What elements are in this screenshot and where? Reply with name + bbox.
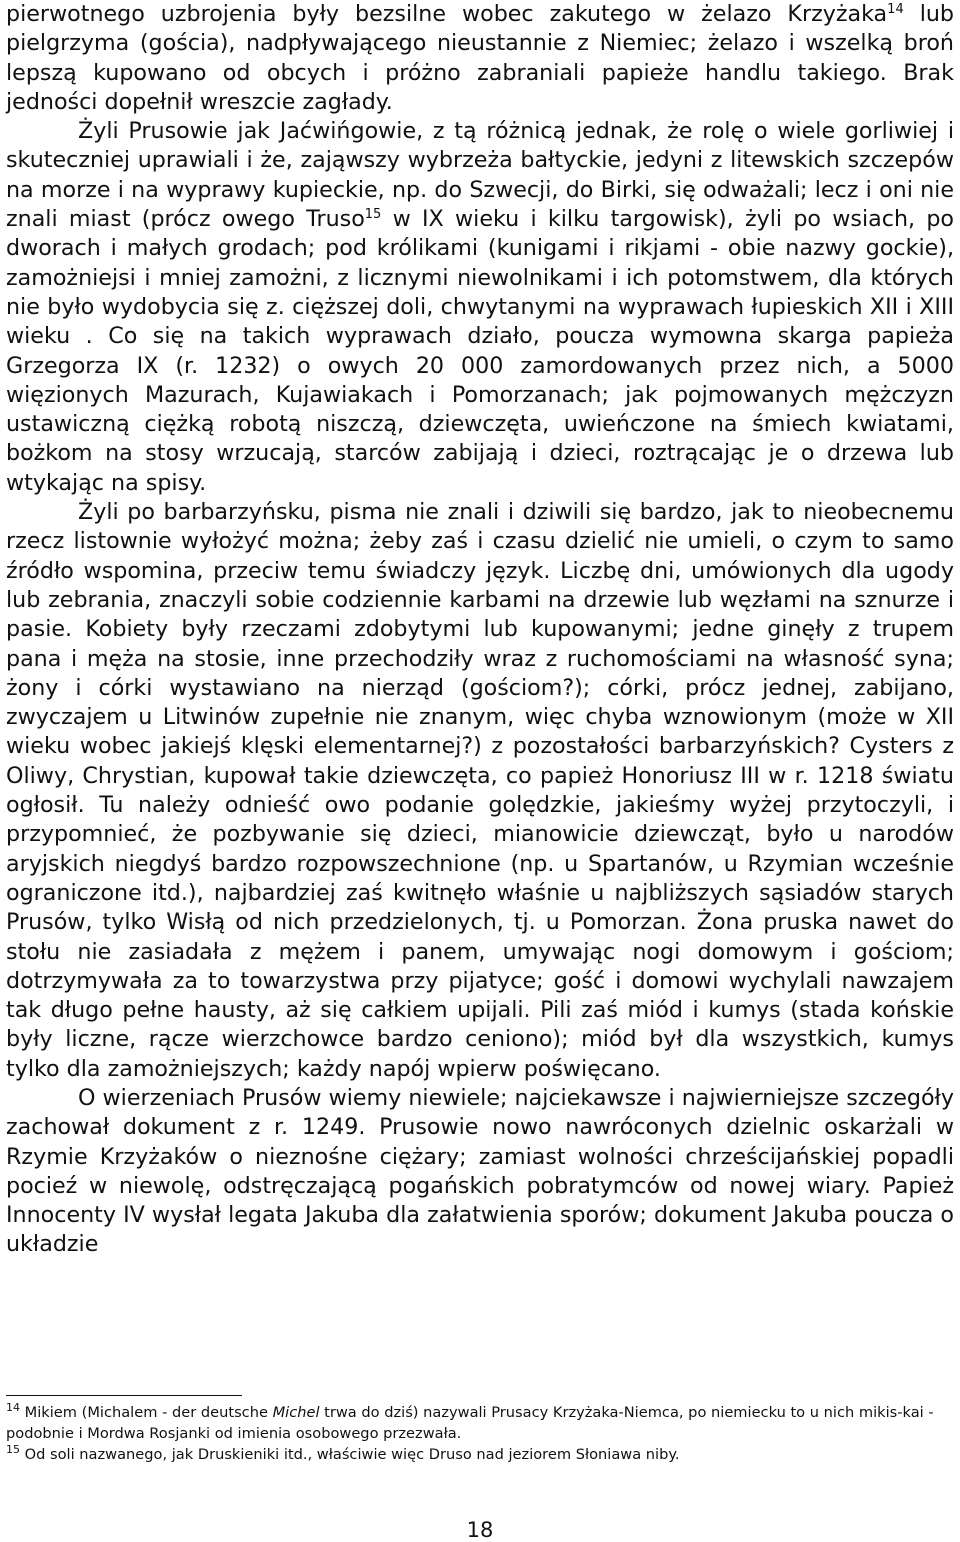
- footnote-ref-15: 15: [364, 207, 382, 223]
- footnote-italic: Michel: [272, 1404, 320, 1421]
- text-run: Żyli po barbarzyńsku, pisma nie znali i dziwili się bardzo, jak to nieobecnemu rzecz listownie wyłożyć można; żeby zaś i czasu dzielić nie umieli, o czym to samo źródło wspomina, przeciw temu świadczy język. Liczbę dni, umówionych dla ugody lub zebrania, znaczyli sobie codziennie karbami na drzewie lub węzłami na sznurze i pasie. Kobiety były rzeczami zdobytymi lub kupowanymi; jedne ginęły z trupem pana i męża na stosie, inne przechodziły wraz z ruchomościami na własność syna; żony i córki wystawiano na nierząd (gościom?); córki, prócz jednej, zabijano, zwyczajem u Litwinów zupełnie nie znanym, więc chyba wznowionym (może w XII wieku wobec jakiejś klęski elementarnej?) z pozostałości barbarzyńskich? Cysters z Oliwy, Chrystian, kupował takie dziewczęta, co papież Honoriusz III w r. 1218 światu ogłosił. Tu należy odnieść owo podanie golędzkie, jakieśmy wyżej przytoczyli, i przypomnieć, że pozbywanie się dzieci, mianowicie dziewcząt, było u narodów aryjskich niegdyś bardzo rozpowszechnione (np. u Spartanów, u Rzymian wcześnie ograniczone itd.), najbardziej zaś kwitnęło właśnie u najbliższych sąsiadów starych Prusów, tylko Wisłą od nich przedzielonych, tj. u Pomorzan. Żona pruska nawet do stołu nie zasiadała z mężem i panem, umywając nogi domowym i gościom; dotrzymywała za to towarzystwa przy pijatyce; gość i domowi wychylali nawzajem tak długo pełne hausty, aż się całkiem upijali. Pili zaś miód i kumys (stada końskie były liczne, rącze wierzchowce bardzo ceniono); miód był dla wszystkich, kumys tylko dla zamożniejszych; każdy napój wpierw poświęcano.: [6, 499, 954, 1082]
- document-page: [6, 0, 954, 1260]
- footnote-number: 14: [6, 1401, 20, 1414]
- footnote-15: [6, 1444, 954, 1465]
- text-run: O wierzeniach Prusów wiemy niewiele; najciekawsze i najwierniejsze szczegóły zachował dokument z r. 1249. Prusowie nowo nawróconych dzielnic oskarżali w Rzymie Krzyżaków o nieznośne ciężary; zamiast wolności chrześcijańskiej popadli pocieź w niewolę, odstręczającą pogańskich pobratymców od nowej wiary. Papież Innocenty IV wysłał legata Jakuba dla załatwienia sporów; dokument Jakuba poucza o układzie: [6, 1084, 954, 1258]
- footnote-text: Od soli nazwanego, jak Druskieniki itd., właściwie więc Druso nad jeziorem Słoniawa niby.: [20, 1446, 680, 1463]
- footnote-text: Mikiem (Michalem - der deutsche: [20, 1404, 273, 1421]
- footnotes: [6, 1402, 954, 1465]
- footnote-text: trwa do dziś) nazywali Prusacy Krzyżaka-Niemca, po niemiecku to u nich mikis-kai -podobnie i Mordwa Rosjanki od imienia osobowego przezwała.: [6, 1404, 934, 1442]
- footnote-number: 15: [6, 1443, 20, 1456]
- footnote-14: [6, 1402, 954, 1444]
- footnote-ref-14: 14: [887, 2, 904, 17]
- paragraph: [6, 498, 954, 1084]
- text-run: w IX wieku i kilku targowisk), żyli po wsiach, po dworach i małych grodach; pod królikami (kunigami i rikjami - obie nazwy gockie), zamożniejsi i mniej zamożni, z licznymi niewolnikami i ich potomstwem, dla których nie było wydobycia się z. cięższej doli, chwytanymi na wyprawach łupieskich XII i XIII wieku . Co się na takich wyprawach działo, poucza wymowna skarga papieża Grzegorza IX (r. 1232) o owych 20 000 zamordowanych przez nich, a 5000 więzionych Mazurach, Kujawiakach i Pomorzanach; jak pojmowanych mężczyzn ustawiczną ciężką robotą niszczą, dziewczęta, uwieńczone na śmiech kwiatami, bożkom na stosy wrzucają, starców zabijają i dzieci, roztrącając je o drzewa lub wtykając na spisy.: [6, 206, 954, 496]
- text-run: lub pielgrzyma (gościa), nadpływającego nieustannie z Niemiec; żelazo i wszelką broń lepszą kupowano od obcych i próżno zabraniali papieże handlu takiego. Brak jedności dopełnił wreszcie zagłady.: [6, 1, 955, 115]
- page-number: 18: [466, 1518, 494, 1542]
- main-text: [6, 0, 954, 1260]
- paragraph: [6, 1084, 954, 1260]
- text-run: Żyli Prusowie jak Jaćwińgowie, z tą różnicą jednak, że rolę o wiele gorliwiej i skuteczniej uprawiali i że, zająwszy wybrzeża bałtyckie, jedyni z litewskich szczepów na morze i na wyprawy kupieckie, np. do Szwecji, do Birki, się odważali; lecz i oni nie znali miast (prócz owego Truso: [6, 118, 954, 233]
- paragraph: [6, 0, 954, 117]
- footnote-separator: [6, 1395, 242, 1396]
- text-run: pierwotnego uzbrojenia były bezsilne wobec zakutego w żelazo Krzyżaka: [6, 1, 888, 27]
- paragraph: [6, 117, 954, 498]
